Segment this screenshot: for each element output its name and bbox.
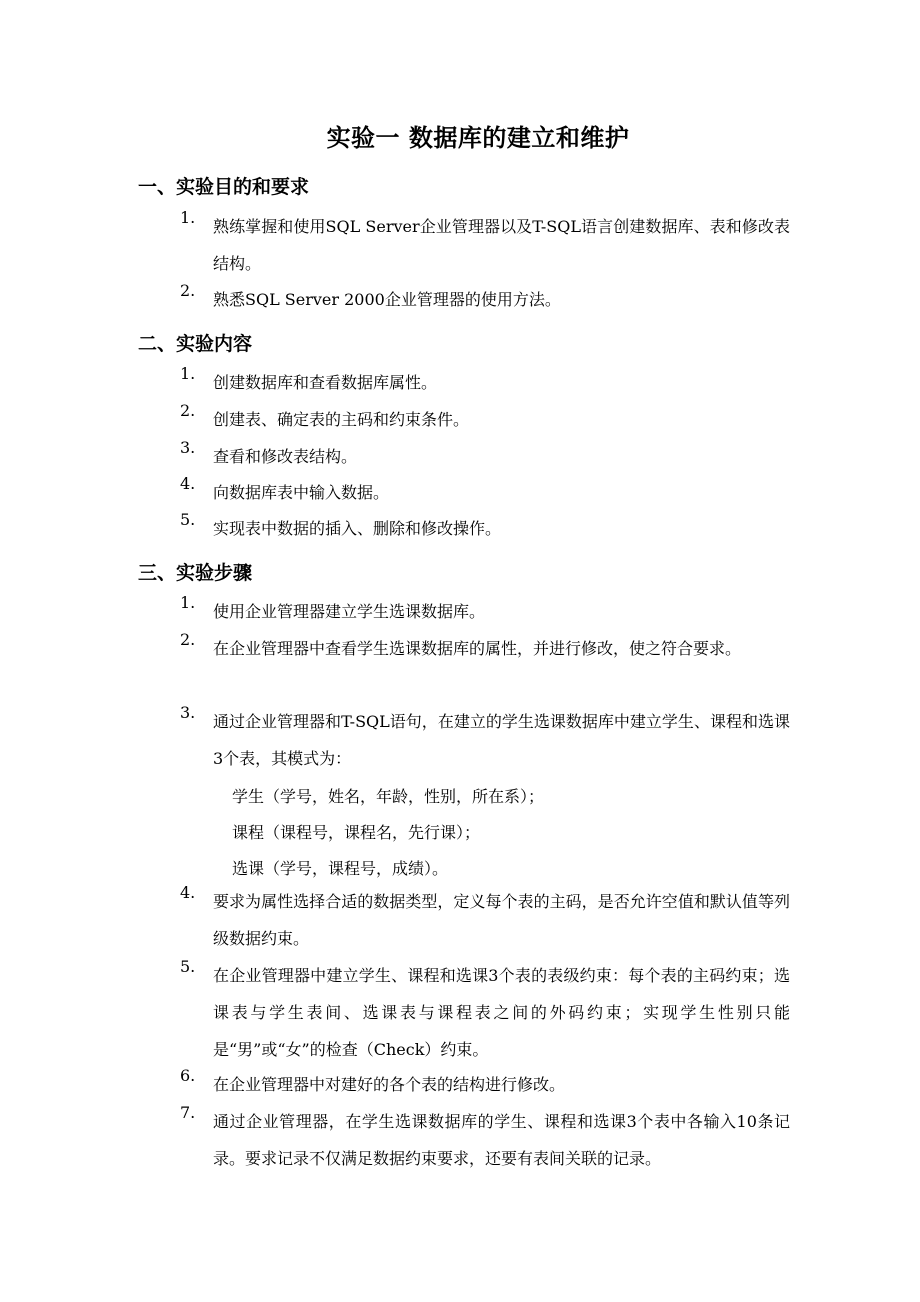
item-text: 熟悉SQL Server 2000企业管理器的使用方法。 bbox=[213, 290, 561, 309]
item-text: 在企业管理器中查看学生选课数据库的属性，并进行修改，使之符合要求。 bbox=[213, 639, 742, 658]
list-item bbox=[180, 883, 790, 957]
item-text: 查看和修改表结构。 bbox=[213, 447, 358, 466]
schema-line: 选课（学号，课程号，成绩）。 bbox=[232, 859, 449, 878]
item-number: 6. bbox=[180, 1066, 196, 1085]
item-number: 7. bbox=[180, 1103, 196, 1122]
item-number: 3. bbox=[180, 703, 196, 722]
item-number: 1. bbox=[180, 208, 196, 227]
item-text: 实现表中数据的插入、删除和修改操作。 bbox=[213, 519, 502, 538]
item-number: 1. bbox=[180, 593, 196, 612]
list-item bbox=[180, 474, 790, 511]
list-item bbox=[180, 957, 790, 1068]
item-text: 在企业管理器中建立学生、课程和选课3个表的表级约束：每个表的主码约束；选课表与学生表间、选课表与课程表之间的外码约束；实现学生性别只能是“男”或“女”的检查（Check）约束。 bbox=[213, 966, 790, 1059]
list-item bbox=[180, 703, 790, 777]
section-heading-content: 二、实验内容 bbox=[138, 333, 253, 355]
item-text: 向数据库表中输入数据。 bbox=[213, 483, 390, 502]
item-number: 5. bbox=[180, 957, 196, 976]
item-text: 要求为属性选择合适的数据类型，定义每个表的主码，是否允许空值和默认值等列级数据约束。 bbox=[213, 892, 790, 948]
item-number: 4. bbox=[180, 474, 196, 493]
list-item bbox=[180, 208, 790, 282]
item-text: 通过企业管理器，在学生选课数据库的学生、课程和选课3个表中各输入10条记录。要求记录不仅满足数据约束要求，还要有表间关联的记录。 bbox=[213, 1112, 790, 1168]
list-item bbox=[180, 1066, 790, 1103]
item-number: 2. bbox=[180, 401, 196, 420]
section-heading-steps: 三、实验步骤 bbox=[138, 562, 253, 584]
list-item bbox=[180, 364, 790, 401]
list-item bbox=[180, 593, 790, 630]
item-number: 5. bbox=[180, 510, 196, 529]
item-text: 通过企业管理器和T-SQL语句，在建立的学生选课数据库中建立学生、课程和选课3个表，其模式为： bbox=[213, 712, 790, 768]
item-number: 3. bbox=[180, 438, 196, 457]
item-number: 4. bbox=[180, 883, 196, 902]
item-number: 2. bbox=[180, 281, 196, 300]
list-item bbox=[180, 438, 790, 475]
item-number: 2. bbox=[180, 630, 196, 649]
schema-line: 课程（课程号，课程名，先行课）； bbox=[232, 823, 481, 842]
list-item bbox=[180, 510, 790, 547]
item-text: 熟练掌握和使用SQL Server企业管理器以及T-SQL语言创建数据库、表和修改表结构。 bbox=[213, 217, 790, 273]
list-item bbox=[180, 281, 790, 318]
list-item bbox=[180, 401, 790, 438]
item-number: 1. bbox=[180, 364, 196, 383]
item-text: 创建表、确定表的主码和约束条件。 bbox=[213, 410, 470, 429]
item-text: 在企业管理器中对建好的各个表的结构进行修改。 bbox=[213, 1075, 566, 1094]
schema-line: 学生（学号，姓名，年龄，性别，所在系）； bbox=[232, 787, 545, 806]
section-heading-objectives: 一、实验目的和要求 bbox=[138, 176, 310, 198]
list-item bbox=[180, 1103, 790, 1177]
item-text: 创建数据库和查看数据库属性。 bbox=[213, 373, 438, 392]
list-item bbox=[180, 630, 790, 667]
document-title: 实验一 数据库的建立和维护 bbox=[326, 124, 630, 152]
item-text: 使用企业管理器建立学生选课数据库。 bbox=[213, 602, 486, 621]
